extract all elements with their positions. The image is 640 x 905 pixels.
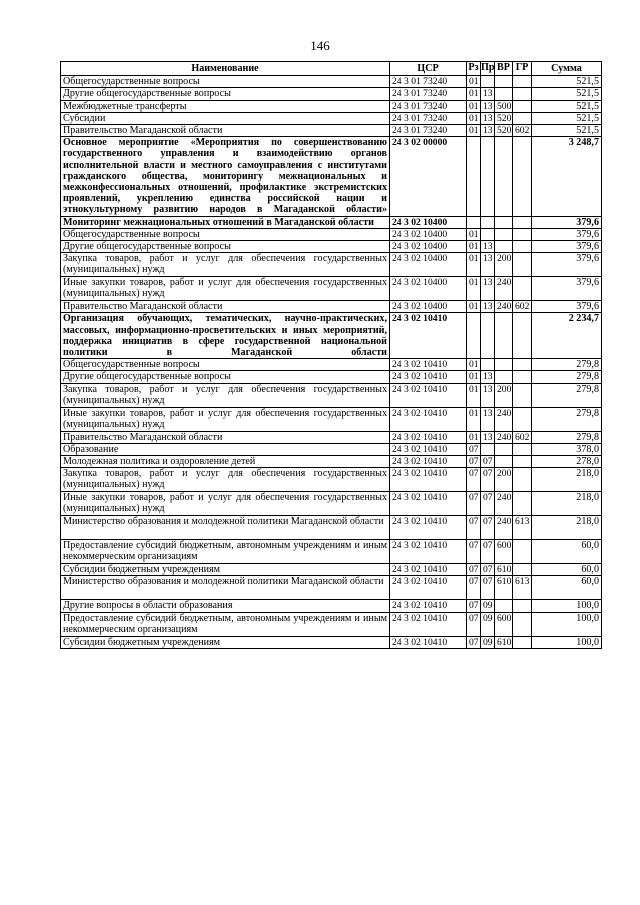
- row-rz: 07: [467, 540, 481, 564]
- table-row: [61, 371, 602, 383]
- row-pr: 09: [481, 636, 495, 648]
- row-rz: 01: [467, 359, 481, 371]
- row-name: Иные закупки товаров, работ и услуг для обеспечения государственных (муниципальных) нужд: [61, 277, 390, 301]
- row-gr: 613: [513, 576, 532, 600]
- table-row: [61, 407, 602, 431]
- row-rz: 01: [467, 301, 481, 313]
- row-csr: 24 3 02 10410: [390, 407, 467, 431]
- table-row: [61, 125, 602, 137]
- row-rz: 07: [467, 456, 481, 468]
- table-row: [61, 76, 602, 88]
- row-gr: 602: [513, 125, 532, 137]
- row-sum: 379,6: [532, 216, 602, 228]
- row-name: Основное мероприятие «Мероприятия по совершенствованию государственного управления и взаимодействию органов исполнительной власти и местного самоуправления с институтами гражданского общества, мониторингу межнациональных и межконфессиональных отношений, профилактике экстремистских проявлений, укреплению единства российской нации и этнокультурному развитию народов в Магаданской области»: [61, 137, 390, 216]
- row-pr: 13: [481, 88, 495, 100]
- row-csr: 24 3 02 10410: [390, 612, 467, 636]
- row-vr: 240: [495, 407, 513, 431]
- row-pr: 09: [481, 600, 495, 612]
- row-rz: 07: [467, 492, 481, 516]
- row-gr: [513, 407, 532, 431]
- row-vr: [495, 443, 513, 455]
- row-gr: [513, 443, 532, 455]
- row-vr: [495, 228, 513, 240]
- row-name: Другие общегосударственные вопросы: [61, 88, 390, 100]
- row-vr: [495, 76, 513, 88]
- row-gr: [513, 540, 532, 564]
- row-rz: 01: [467, 228, 481, 240]
- row-csr: 24 3 02 10410: [390, 443, 467, 455]
- row-name: Образование: [61, 443, 390, 455]
- row-gr: 613: [513, 516, 532, 540]
- row-rz: 07: [467, 516, 481, 540]
- row-vr: 200: [495, 383, 513, 407]
- row-name: Закупка товаров, работ и услуг для обеспечения государственных (муниципальных) нужд: [61, 468, 390, 492]
- row-pr: [481, 137, 495, 216]
- row-rz: 01: [467, 407, 481, 431]
- row-csr: 24 3 02 10410: [390, 636, 467, 648]
- row-csr: 24 3 02 10410: [390, 540, 467, 564]
- row-csr: 24 3 02 10400: [390, 241, 467, 253]
- row-csr: 24 3 02 10410: [390, 564, 467, 576]
- row-sum: 521,5: [532, 125, 602, 137]
- row-vr: [495, 88, 513, 100]
- row-sum: 521,5: [532, 100, 602, 112]
- row-vr: 240: [495, 301, 513, 313]
- row-rz: 01: [467, 88, 481, 100]
- header-sum: Сумма: [532, 62, 602, 76]
- row-name: Мониторинг межнациональных отношений в Магаданской области: [61, 216, 390, 228]
- row-sum: 279,8: [532, 359, 602, 371]
- row-rz: 01: [467, 383, 481, 407]
- row-name: Молодежная политика и оздоровление детей: [61, 456, 390, 468]
- row-csr: 24 3 02 10400: [390, 253, 467, 277]
- table-row: [61, 564, 602, 576]
- row-sum: 100,0: [532, 600, 602, 612]
- row-pr: 13: [481, 383, 495, 407]
- row-csr: 24 3 01 73240: [390, 76, 467, 88]
- row-vr: [495, 456, 513, 468]
- page-number: 146: [310, 38, 330, 53]
- table-row: [61, 636, 602, 648]
- row-gr: [513, 456, 532, 468]
- row-rz: [467, 216, 481, 228]
- row-name: Правительство Магаданской области: [61, 431, 390, 443]
- table-row: [61, 516, 602, 540]
- row-gr: [513, 76, 532, 88]
- row-sum: 379,6: [532, 301, 602, 313]
- row-rz: 07: [467, 612, 481, 636]
- row-vr: 500: [495, 100, 513, 112]
- row-vr: 240: [495, 492, 513, 516]
- row-sum: 379,6: [532, 277, 602, 301]
- row-rz: 07: [467, 576, 481, 600]
- header-csr: ЦСР: [390, 62, 467, 76]
- row-csr: 24 3 02 10400: [390, 277, 467, 301]
- row-gr: [513, 241, 532, 253]
- row-gr: [513, 600, 532, 612]
- row-vr: [495, 371, 513, 383]
- row-gr: [513, 468, 532, 492]
- table-row: [61, 492, 602, 516]
- row-vr: [495, 137, 513, 216]
- row-pr: [481, 443, 495, 455]
- row-vr: 240: [495, 431, 513, 443]
- row-csr: 24 3 02 10400: [390, 301, 467, 313]
- row-name: Министерство образования и молодежной политики Магаданской области: [61, 516, 390, 540]
- row-name: Предоставление субсидий бюджетным, автономным учреждениям и иным некоммерческим организациям: [61, 612, 390, 636]
- row-sum: 218,0: [532, 468, 602, 492]
- row-pr: 13: [481, 431, 495, 443]
- row-vr: [495, 216, 513, 228]
- table-row: [61, 301, 602, 313]
- row-sum: 218,0: [532, 516, 602, 540]
- row-rz: 01: [467, 371, 481, 383]
- row-rz: 07: [467, 564, 481, 576]
- row-rz: 01: [467, 277, 481, 301]
- row-sum: 279,8: [532, 407, 602, 431]
- row-pr: 13: [481, 100, 495, 112]
- row-vr: 520: [495, 125, 513, 137]
- row-vr: 610: [495, 564, 513, 576]
- row-gr: [513, 371, 532, 383]
- row-sum: 278,0: [532, 456, 602, 468]
- row-csr: 24 3 02 00000: [390, 137, 467, 216]
- row-pr: 13: [481, 125, 495, 137]
- row-name: Субсидии: [61, 112, 390, 124]
- table-row: [61, 359, 602, 371]
- table-row: [61, 88, 602, 100]
- row-name: Организация обучающих, тематических, научно-практических, массовых, информационно-просветительских и иных мероприятий, поддержка инициатив в сфере государственной национальной политики в Магаданской области: [61, 313, 390, 359]
- table-row: [61, 112, 602, 124]
- row-name: Общегосударственные вопросы: [61, 359, 390, 371]
- row-pr: 13: [481, 253, 495, 277]
- header-vr: ВР: [495, 62, 513, 76]
- row-gr: [513, 112, 532, 124]
- row-vr: [495, 600, 513, 612]
- row-rz: 07: [467, 600, 481, 612]
- row-name: Субсидии бюджетным учреждениям: [61, 564, 390, 576]
- row-gr: [513, 88, 532, 100]
- row-name: Предоставление субсидий бюджетным, автономным учреждениям и иным некоммерческим организациям: [61, 540, 390, 564]
- row-name: Общегосударственные вопросы: [61, 228, 390, 240]
- row-rz: 01: [467, 100, 481, 112]
- row-pr: 13: [481, 112, 495, 124]
- row-name: Другие вопросы в области образования: [61, 600, 390, 612]
- row-sum: 521,5: [532, 88, 602, 100]
- row-pr: [481, 359, 495, 371]
- row-rz: 01: [467, 431, 481, 443]
- row-rz: 01: [467, 76, 481, 88]
- row-pr: [481, 228, 495, 240]
- row-sum: 378,0: [532, 443, 602, 455]
- row-pr: 09: [481, 612, 495, 636]
- row-pr: 07: [481, 468, 495, 492]
- row-gr: [513, 100, 532, 112]
- row-sum: 60,0: [532, 540, 602, 564]
- row-sum: 100,0: [532, 636, 602, 648]
- row-sum: 379,6: [532, 241, 602, 253]
- row-sum: 521,5: [532, 76, 602, 88]
- row-sum: 279,8: [532, 431, 602, 443]
- row-pr: 07: [481, 540, 495, 564]
- row-pr: 13: [481, 277, 495, 301]
- row-gr: [513, 313, 532, 359]
- row-gr: [513, 137, 532, 216]
- row-csr: 24 3 02 10410: [390, 600, 467, 612]
- table-row: [61, 137, 602, 216]
- row-gr: [513, 612, 532, 636]
- row-name: Субсидии бюджетным учреждениям: [61, 636, 390, 648]
- row-vr: [495, 359, 513, 371]
- row-sum: 379,6: [532, 253, 602, 277]
- row-csr: 24 3 02 10400: [390, 228, 467, 240]
- row-csr: 24 3 02 10410: [390, 359, 467, 371]
- row-vr: [495, 313, 513, 359]
- row-vr: 600: [495, 612, 513, 636]
- row-csr: 24 3 02 10400: [390, 216, 467, 228]
- row-pr: 13: [481, 241, 495, 253]
- row-pr: 13: [481, 301, 495, 313]
- row-name: Правительство Магаданской области: [61, 301, 390, 313]
- row-rz: [467, 137, 481, 216]
- row-pr: [481, 76, 495, 88]
- row-name: Министерство образования и молодежной политики Магаданской области: [61, 576, 390, 600]
- row-sum: 60,0: [532, 576, 602, 600]
- row-vr: 610: [495, 576, 513, 600]
- row-pr: 07: [481, 492, 495, 516]
- row-csr: 24 3 02 10410: [390, 516, 467, 540]
- row-vr: 200: [495, 253, 513, 277]
- row-sum: 279,8: [532, 383, 602, 407]
- row-name: Межбюджетные трансферты: [61, 100, 390, 112]
- row-rz: 01: [467, 125, 481, 137]
- table-row: [61, 431, 602, 443]
- row-rz: [467, 313, 481, 359]
- header-pr: Пр: [481, 62, 495, 76]
- row-name: Общегосударственные вопросы: [61, 76, 390, 88]
- row-pr: 13: [481, 371, 495, 383]
- row-vr: 600: [495, 540, 513, 564]
- row-gr: [513, 277, 532, 301]
- row-vr: 520: [495, 112, 513, 124]
- row-csr: 24 3 02 10410: [390, 576, 467, 600]
- table-row: [61, 576, 602, 600]
- row-sum: 2 234,7: [532, 313, 602, 359]
- table-row: [61, 443, 602, 455]
- row-csr: 24 3 01 73240: [390, 88, 467, 100]
- row-gr: [513, 383, 532, 407]
- table-row: [61, 383, 602, 407]
- table-row: [61, 468, 602, 492]
- row-pr: [481, 216, 495, 228]
- row-name: Правительство Магаданской области: [61, 125, 390, 137]
- row-csr: 24 3 02 10410: [390, 313, 467, 359]
- table-row: [61, 600, 602, 612]
- row-sum: 379,6: [532, 228, 602, 240]
- row-name: Другие общегосударственные вопросы: [61, 371, 390, 383]
- table-row: [61, 216, 602, 228]
- header-rz: Рз: [467, 62, 481, 76]
- header-name: Наименование: [61, 62, 390, 76]
- row-gr: [513, 216, 532, 228]
- budget-table: [60, 61, 602, 649]
- row-csr: 24 3 02 10410: [390, 456, 467, 468]
- table-row: [61, 313, 602, 359]
- row-csr: 24 3 02 10410: [390, 468, 467, 492]
- row-gr: [513, 492, 532, 516]
- table-header-row: [61, 62, 602, 76]
- row-csr: 24 3 02 10410: [390, 371, 467, 383]
- table-row: [61, 253, 602, 277]
- row-rz: 01: [467, 253, 481, 277]
- row-vr: 240: [495, 516, 513, 540]
- row-rz: 07: [467, 443, 481, 455]
- table-row: [61, 100, 602, 112]
- row-rz: 07: [467, 636, 481, 648]
- table-row: [61, 540, 602, 564]
- row-pr: [481, 313, 495, 359]
- header-gr: ГР: [513, 62, 532, 76]
- row-name: Иные закупки товаров, работ и услуг для обеспечения государственных (муниципальных) нужд: [61, 407, 390, 431]
- row-csr: 24 3 02 10410: [390, 492, 467, 516]
- table-row: [61, 277, 602, 301]
- table-row: [61, 241, 602, 253]
- row-gr: 602: [513, 301, 532, 313]
- row-sum: 521,5: [532, 112, 602, 124]
- row-sum: 60,0: [532, 564, 602, 576]
- row-csr: 24 3 01 73240: [390, 125, 467, 137]
- table-row: [61, 456, 602, 468]
- row-vr: 610: [495, 636, 513, 648]
- row-pr: 07: [481, 456, 495, 468]
- row-rz: 01: [467, 112, 481, 124]
- row-name: Другие общегосударственные вопросы: [61, 241, 390, 253]
- row-rz: 01: [467, 241, 481, 253]
- row-gr: [513, 636, 532, 648]
- row-gr: [513, 228, 532, 240]
- row-gr: [513, 564, 532, 576]
- row-pr: 07: [481, 516, 495, 540]
- row-pr: 07: [481, 564, 495, 576]
- row-csr: 24 3 02 10410: [390, 383, 467, 407]
- row-sum: 218,0: [532, 492, 602, 516]
- row-gr: 602: [513, 431, 532, 443]
- row-name: Закупка товаров, работ и услуг для обеспечения государственных (муниципальных) нужд: [61, 383, 390, 407]
- row-name: Иные закупки товаров, работ и услуг для обеспечения государственных (муниципальных) нужд: [61, 492, 390, 516]
- row-sum: 279,8: [532, 371, 602, 383]
- row-gr: [513, 359, 532, 371]
- row-vr: 200: [495, 468, 513, 492]
- row-csr: 24 3 01 73240: [390, 100, 467, 112]
- row-csr: 24 3 01 73240: [390, 112, 467, 124]
- row-sum: 100,0: [532, 612, 602, 636]
- row-name: Закупка товаров, работ и услуг для обеспечения государственных (муниципальных) нужд: [61, 253, 390, 277]
- row-vr: [495, 241, 513, 253]
- row-sum: 3 248,7: [532, 137, 602, 216]
- row-pr: 13: [481, 407, 495, 431]
- row-csr: 24 3 02 10410: [390, 431, 467, 443]
- row-pr: 07: [481, 576, 495, 600]
- row-vr: 240: [495, 277, 513, 301]
- table-row: [61, 228, 602, 240]
- table-row: [61, 612, 602, 636]
- row-rz: 07: [467, 468, 481, 492]
- row-gr: [513, 253, 532, 277]
